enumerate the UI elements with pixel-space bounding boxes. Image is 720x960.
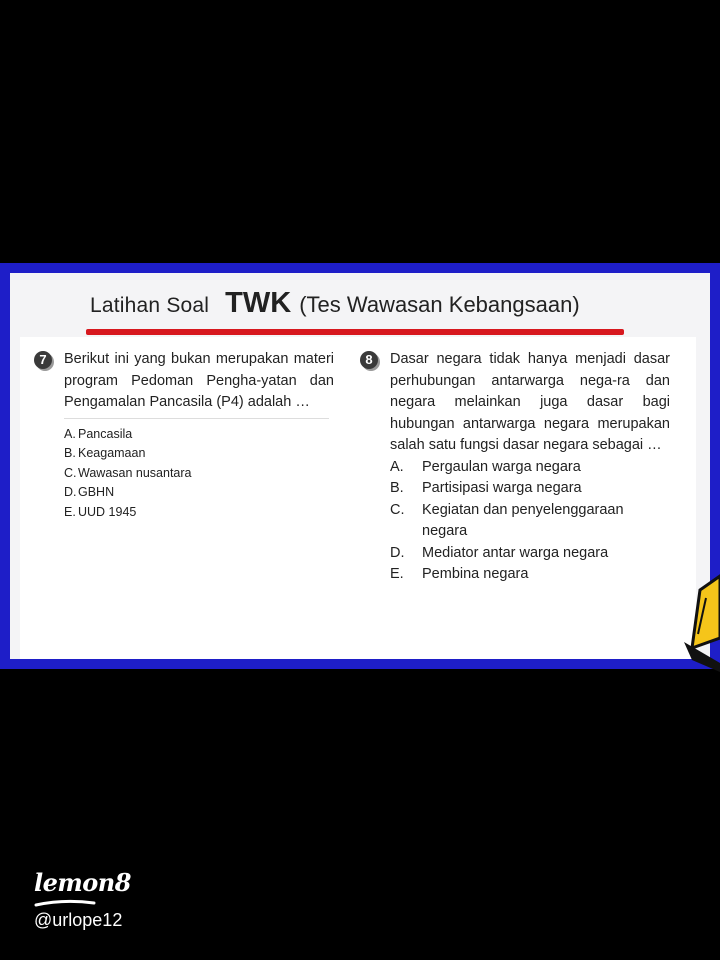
brand-logo: lemon8 <box>34 868 131 897</box>
quiz-card-inner <box>10 273 710 659</box>
question-7 <box>34 349 334 522</box>
user-handle: @urlope12 <box>34 910 123 930</box>
answer-option[interactable] <box>360 564 670 586</box>
option-letter: C. <box>390 501 405 518</box>
option-letter: B. <box>64 446 76 460</box>
option-text: Pancasila <box>78 426 133 441</box>
answer-option[interactable] <box>360 543 670 565</box>
title-latihan: Latihan Soal <box>90 294 210 317</box>
option-letter: A. <box>390 458 404 475</box>
option-letter: D. <box>390 544 405 561</box>
answer-option[interactable] <box>360 457 670 479</box>
question-number-badge: 8 <box>360 351 378 369</box>
option-text: UUD 1945 <box>78 504 137 519</box>
answer-options <box>34 425 334 523</box>
option-letter: C. <box>64 465 77 480</box>
answer-option[interactable] <box>34 464 334 484</box>
option-letter: E. <box>390 566 404 582</box>
option-text: Keagamaan <box>78 446 146 460</box>
question-number-badge: 7 <box>34 351 52 369</box>
title-underline <box>86 329 624 335</box>
option-letter: E. <box>64 504 76 519</box>
option-text: Pembina negara <box>422 566 529 582</box>
pencil-decoration-icon <box>684 568 720 673</box>
option-text: Mediator antar warga negara <box>422 544 609 561</box>
option-text: Wawasan nusantara <box>78 465 192 480</box>
page-title <box>90 287 580 320</box>
answer-option[interactable] <box>34 483 334 503</box>
option-text: Kegiatan dan penyelenggaraan negara <box>422 501 624 539</box>
answer-option[interactable] <box>34 444 334 464</box>
question-text: Berikut ini yang bukan merupakan materi program Pedoman Pengha-yatan dan Pengamalan Pancasila (P4) adalah … <box>64 351 334 410</box>
answer-option[interactable] <box>360 478 670 500</box>
quiz-header <box>10 273 710 343</box>
questions-panel <box>20 337 696 659</box>
option-letter: B. <box>390 480 404 496</box>
option-letter: D. <box>64 485 77 499</box>
title-subtitle: (Tes Wawasan Kebangsaan) <box>299 292 580 317</box>
answer-option[interactable] <box>34 503 334 523</box>
question-text: Dasar negara tidak hanya menjadi dasar perhubungan antarwarga nega-ra dan negara melainkan juga dasar bagi hubungan antarwarga negara merupakan salah satu fungsi dasar negara sebagai … <box>390 351 670 453</box>
option-text: Partisipasi warga negara <box>422 480 582 496</box>
answer-options <box>360 457 670 586</box>
title-twk: TWK <box>225 287 292 319</box>
answer-option[interactable] <box>34 425 334 445</box>
option-letter: A. <box>64 426 76 441</box>
quiz-card <box>0 263 720 669</box>
option-text: GBHN <box>78 485 115 499</box>
divider <box>64 418 329 419</box>
answer-option[interactable] <box>360 500 670 543</box>
question-8 <box>360 349 670 586</box>
brand-swoosh-icon <box>34 898 96 908</box>
option-text: Pergaulan warga negara <box>422 458 581 475</box>
